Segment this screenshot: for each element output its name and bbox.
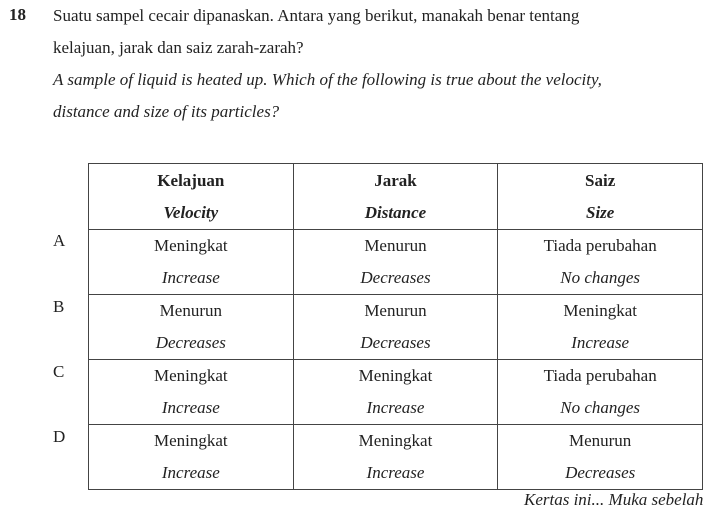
header-distance-malay: Jarak [374, 170, 417, 190]
cell-malay: Meningkat [154, 366, 228, 385]
cell-malay: Meningkat [358, 431, 433, 450]
cell-malay: Tiada perubahan [543, 236, 657, 255]
table-cell [498, 230, 703, 295]
option-label-a[interactable]: A [53, 231, 66, 250]
question-text-english-line-1: A sample of liquid is heated up. Which of the following is true about the velocity, [53, 70, 602, 89]
table-cell [498, 295, 703, 360]
table-cell [498, 360, 703, 425]
cell-english: Decreases [360, 268, 431, 287]
table-cell [89, 295, 294, 360]
cell-english: Increase [161, 268, 220, 287]
cell-english: Decreases [155, 333, 226, 352]
table-cell [293, 230, 498, 295]
cell-malay: Menurun [159, 301, 222, 320]
cell-malay: Meningkat [358, 366, 433, 385]
option-row-b[interactable] [89, 295, 703, 360]
option-row-c[interactable] [89, 360, 703, 425]
table-cell [293, 360, 498, 425]
table-cell [89, 425, 294, 490]
header-velocity-english: Velocity [163, 202, 219, 222]
header-size-malay: Saiz [585, 170, 616, 190]
cell-english: Decreases [565, 463, 636, 482]
table-cell [293, 425, 498, 490]
header-velocity-malay: Kelajuan [157, 170, 225, 190]
cell-malay: Meningkat [154, 431, 228, 450]
cell-malay: Meningkat [154, 236, 228, 255]
cell-english: Increase [161, 398, 220, 417]
cell-english: No changes [560, 398, 641, 417]
question-text-malay-line-1: Suatu sampel cecair dipanaskan. Antara yang berikut, manakah benar tentang [53, 6, 580, 25]
cell-malay: Menurun [568, 431, 632, 450]
option-label-c[interactable]: C [53, 362, 65, 381]
cell-english: No changes [560, 268, 641, 287]
option-label-b[interactable]: B [53, 297, 65, 316]
cell-english: Increase [366, 463, 425, 482]
question-text-english-line-2: distance and size of its particles? [53, 102, 280, 121]
option-label-d[interactable]: D [53, 427, 66, 446]
table-cell [293, 295, 498, 360]
cell-english: Increase [161, 463, 220, 482]
page-footer-note: Kertas ini... Muka sebelah [524, 490, 704, 509]
cell-malay: Menurun [364, 301, 427, 320]
cell-english: Increase [366, 398, 425, 417]
option-row-d[interactable] [89, 425, 703, 490]
question-number: 18 [9, 5, 26, 24]
cell-malay: Menurun [364, 236, 427, 255]
question-text-malay-line-2: kelajuan, jarak dan saiz zarah-zarah? [53, 38, 304, 57]
table-cell [89, 230, 294, 295]
cell-malay: Tiada perubahan [543, 366, 657, 385]
cell-english: Decreases [360, 333, 431, 352]
option-row-a[interactable] [89, 230, 703, 295]
table-header-row [89, 164, 703, 230]
cell-english: Increase [571, 333, 630, 352]
header-size-english: Size [585, 202, 615, 222]
header-distance [293, 164, 498, 230]
header-distance-english: Distance [364, 202, 427, 222]
cell-malay: Meningkat [563, 301, 637, 320]
header-size [498, 164, 703, 230]
answer-options-table [88, 163, 703, 490]
table-cell [89, 360, 294, 425]
table-cell [498, 425, 703, 490]
header-velocity [89, 164, 294, 230]
